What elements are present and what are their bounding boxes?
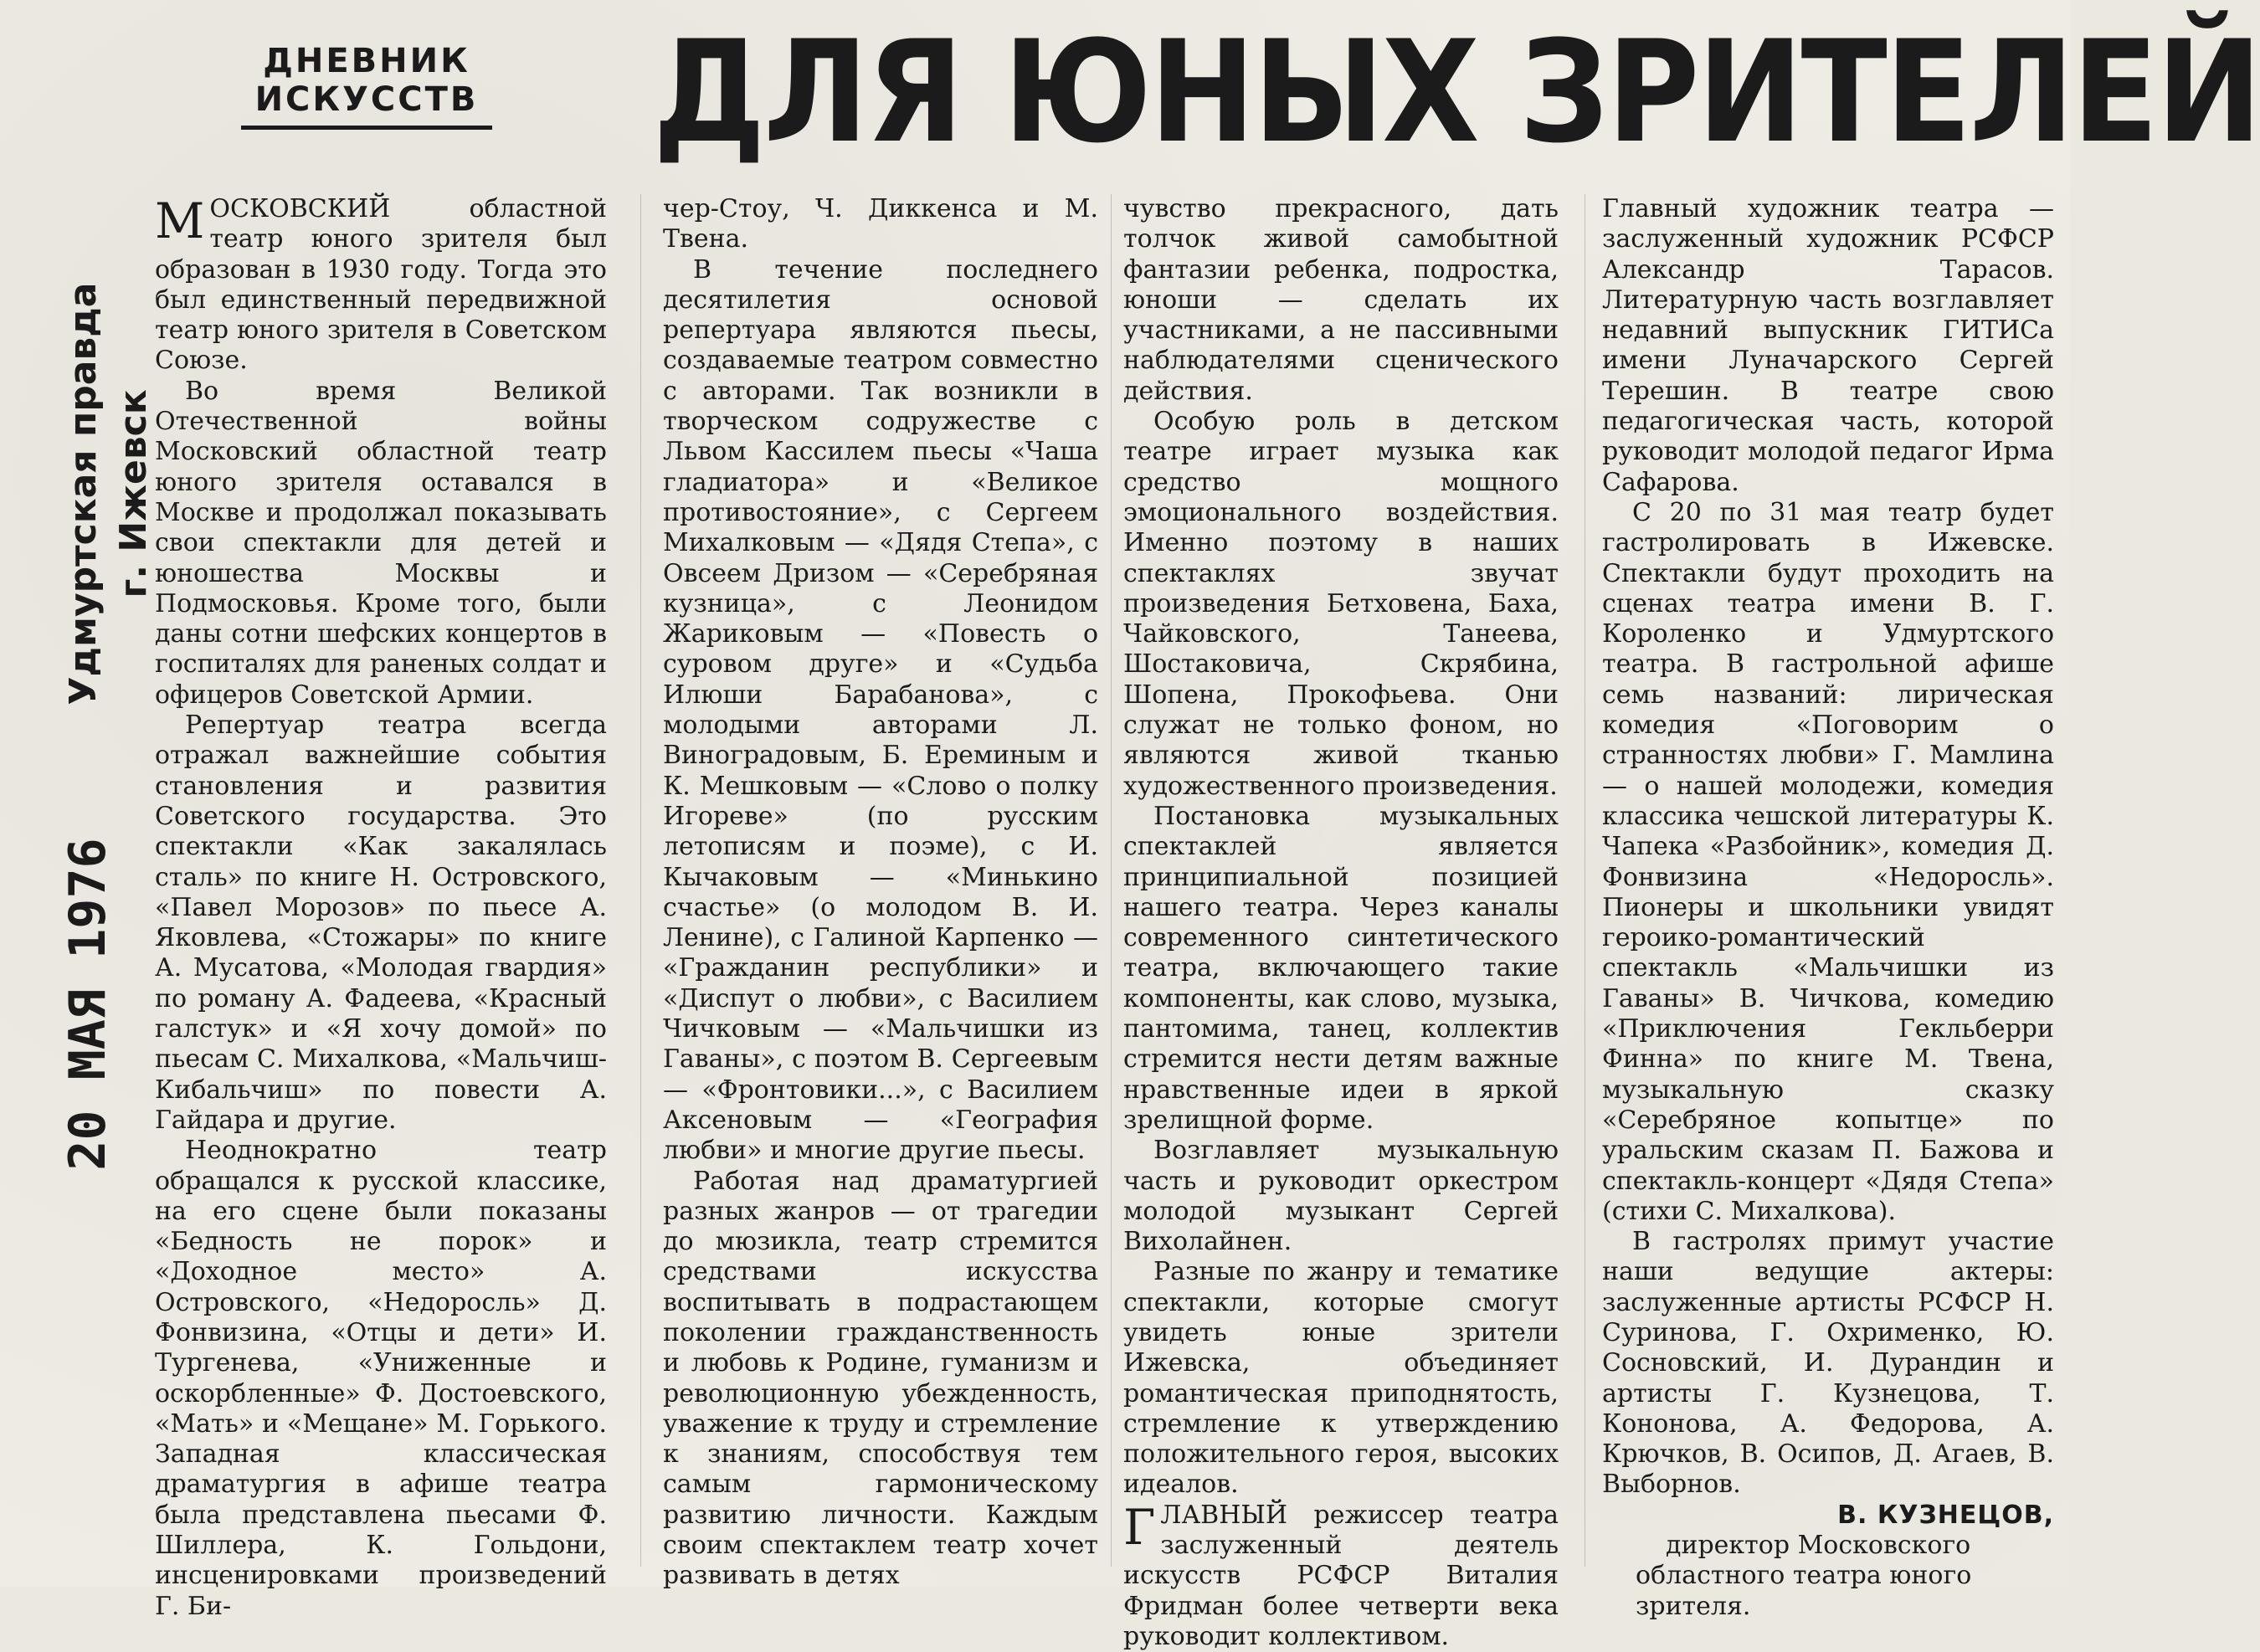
paragraph: МОСКОВСКИЙ областной театр юного зрителя был образован в 1930 году. Тогда это был единственный передвижной театр юного зрителя в Советском Союзе. (155, 192, 607, 376)
article-column-4 (1602, 194, 2054, 1621)
paragraph: Во время Великой Отечественной войны Московский областной театр юного зрителя оставался в Москве и продолжал показывать свои спектакли для детей и юношества Москвы и Подмосковья. Кроме того, были даны сотни шефских концертов в госпиталях для раненых солдат и офицеров Советской Армии. (155, 376, 607, 710)
column-divider (1111, 194, 1112, 1567)
headline: ДЛЯ ЮНЫХ ЗРИТЕЛЕЙ (653, 10, 2260, 174)
paragraph: ГЛАВНЫЙ режиссер театра заслуженный деятель искусств РСФСР Виталия Фридман более четверти века руководит коллективом. (1123, 1498, 1559, 1651)
paragraph: чер-Стоу, Ч. Диккенса и М. Твена. (663, 194, 1098, 254)
source-text: Удмуртская правда г. Ижевск (62, 282, 155, 705)
drop-cap: М (155, 192, 205, 249)
article-column-3 (1123, 194, 1559, 1651)
paragraph: Неоднократно театр обращался к русской классике, на его сцене были показаны «Бедность не порок» и «Доходное место» А. Островского, «Недоросль» Д. Фонвизина, «Отцы и дети» И. Тургенева, «Униженные и оскорбленные» Ф. Достоевского, «Мать» и «Мещане» М. Горького. Западная классическая драматургия в афише театра была представлена пьесами Ф. Шиллера, К. Гольдони, инсценировками произведений Г. Би- (155, 1136, 607, 1621)
author-role: директор Московского областного театра юного зрителя. (1636, 1531, 1972, 1621)
author-name: В. КУЗНЕЦОВ, (1837, 1500, 2054, 1530)
paragraph: В течение последнего десятилетия основой репертуара являются пьесы, создаваемые театром совместно с авторами. Так возникли в творческом содружестве с Львом Кассилем пьесы «Чаша гладиатора» и «Великое противостояние», с Сергеем Михалковым — «Дядя Степа», с Овсеем Дризом — «Серебряная кузница», с Леонидом Жариковым — «Повесть о суровом друге» и «Судьба Илюши Барабанова», с молодыми авторами Л. Виноградовым, Б. Ереминым и К. Мешковым — «Слово о полку Игореве» (по русским летописям и поэме), с И. Кычаковым — «Минькино счастье» (о молодом В. И. Ленине), с Галиной Карпенко — «Гражданин республики» и «Диспут о любви», с Василием Чичковым — «Мальчишки из Гаваны», с поэтом В. Сергеевым — «Фронтовики...», с Василием Аксеновым — «География любви» и многие другие пьесы. (663, 254, 1098, 1166)
paragraph: Постановка музыкальных спектаклей является принципиальной позицией нашего театра. Через каналы современного синтетического театра, включающего такие компоненты, как слово, музыка, пантомима, танец, коллектив стремится нести детям важные нравственные идеи в яркой зрелищной форме. (1123, 801, 1559, 1135)
paragraph: Особую роль в детском театре играет музыка как средство мощного эмоционального воздействия. Именно поэтому в наших спектаклях звучат произведения Бетховена, Баха, Чайковского, Танеева, Шостаковича, Скрябина, Шопена, Прокофьева. Они служат не только фоном, но являются живой тканью художественного произведения. (1123, 407, 1559, 801)
paragraph: Главный художник театра — заслуженный художник РСФСР Александр Тарасов. Литературную часть возглавляет недавний выпускник ГИТИСа имени Луначарского Сергей Терешин. В театре свою педагогическая часть, которой руководит молодой педагог Ирма Сафарова. (1602, 194, 2054, 497)
rubric-title: ДНЕВНИК ИСКУССТВ (241, 42, 492, 130)
paragraph: Работая над драматургией разных жанров — от трагедии до мюзикла, театр стремится средствами искусства воспитывать в подрастающем поколении гражданственность и любовь к Родине, гуманизм и революционную убежденность, уважение к труду и стремление к знаниям, способствуя тем самым гармоническому развитию личности. Каждым своим спектаклем театр хочет развивать в детях (663, 1166, 1098, 1591)
article-column-1 (155, 192, 607, 1621)
source-stamp (59, 276, 167, 711)
drop-cap: Г (1123, 1498, 1156, 1556)
paragraph: В гастролях примут участие наши ведущие актеры: заслуженные артисты РСФСР Н. Суринова, Г. Охрименко, Ю. Сосновский, И. Дурандин и артисты Г. Кузнецова, Т. Кононова, А. Федорова, А. Крючков, В. Осипов, Д. Агаев, В. Выборнов. (1602, 1227, 2054, 1500)
paragraph: чувство прекрасного, дать толчок живой самобытной фантазии ребенка, подростка, юноши — сделать их участниками, а не пассивными наблюдателями сценического действия. (1123, 194, 1559, 406)
column-divider (640, 194, 641, 1567)
paragraph: Репертуар театра всегда отражал важнейшие события становления и развития Советского государства. Это спектакли «Как закалялась сталь» по книге Н. Островского, «Павел Морозов» по пьесе А. Яковлева, «Стожары» по книге А. Мусатова, «Молодая гвардия» по роману А. Фадеева, «Красный галстук» и «Я хочу домой» по пьесам С. Михалкова, «Мальчиш-Кибальчиш» по повести А. Гайдара и другие. (155, 711, 607, 1135)
paragraph: Разные по жанру и тематике спектакли, которые смогут увидеть юные зрители Ижевска, объединяет романтическая приподнятость, стремление к утверждению положительного героя, высоких идеалов. (1123, 1257, 1559, 1500)
date-stamp (50, 837, 126, 1172)
paragraph: С 20 по 31 мая театр будет гастролировать в Ижевске. Спектакли будут проходить на сценах театра имени В. Г. Короленко и Удмуртского театра. В гастрольной афише семь названий: лирическая комедия «Поговорим о странностях любви» Г. Мамлина — о нашей молодежи, комедия классика чешской литературы К. Чапека «Разбойник», комедия Д. Фонвизина «Недоросль». Пионеры и школьники увидят героико-романтический спектакль «Мальчишки из Гаваны» В. Чичкова, комедию «Приключения Гекльберри Финна» по книге М. Твена, музыкальную сказку «Серебряное копытце» по уральским сказам П. Бажова и спектакль-концерт «Дядя Степа» (стихи С. Михалкова). (1602, 497, 2054, 1226)
paragraph: Возглавляет музыкальную часть и руководит оркестром молодой музыкант Сергей Вихолайнен. (1123, 1136, 1559, 1257)
date-text: 20 МАЯ 1976 (59, 838, 117, 1171)
article-column-2 (663, 194, 1098, 1591)
